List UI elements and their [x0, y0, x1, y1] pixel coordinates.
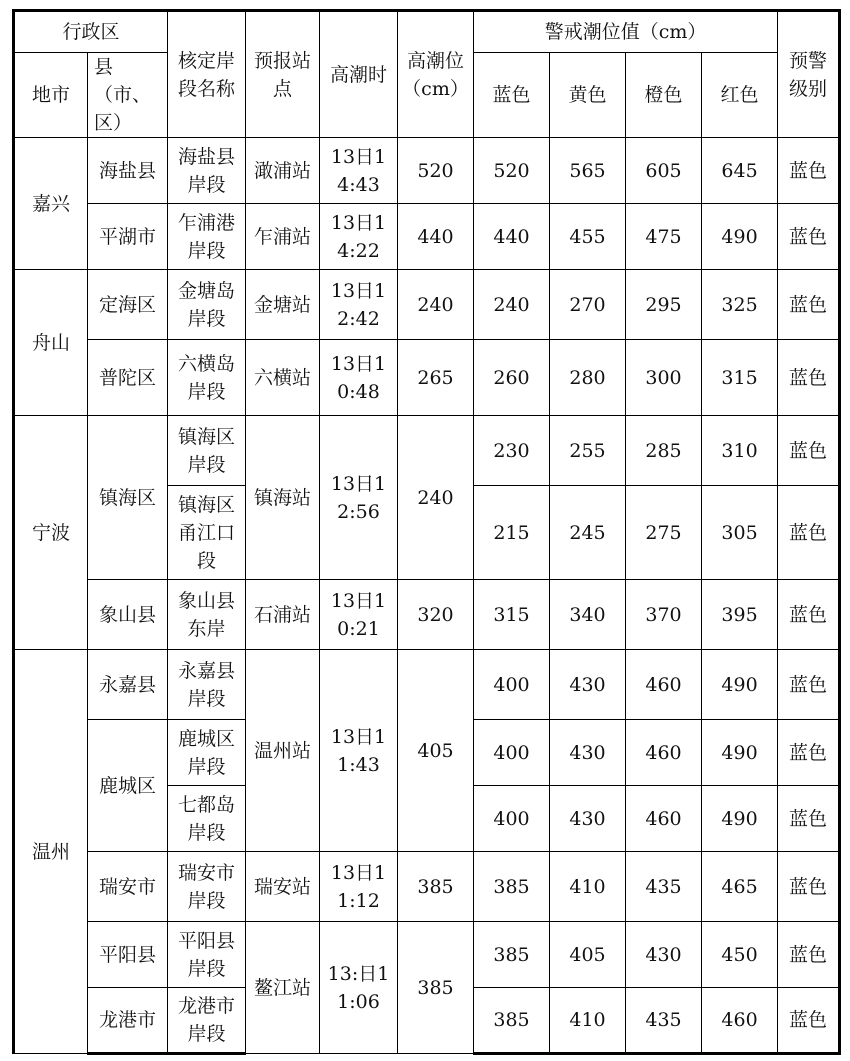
level-cell: 320	[398, 580, 474, 650]
grade-cell: 蓝色	[778, 204, 840, 270]
city-cell: 舟山	[14, 270, 88, 416]
time-cell: 13日14:22	[320, 204, 398, 270]
county-cell: 平阳县	[88, 922, 168, 988]
grade-cell: 蓝色	[778, 650, 840, 720]
segment-cell: 瑞安市岸段	[168, 852, 246, 922]
blue-cell: 385	[474, 852, 550, 922]
table-row	[14, 340, 840, 416]
grade-cell: 蓝色	[778, 786, 840, 852]
county-cell: 定海区	[88, 270, 168, 340]
segment-cell: 平阳县岸段	[168, 922, 246, 988]
red-cell: 490	[702, 650, 778, 720]
orange-cell: 460	[626, 786, 702, 852]
level-cell: 520	[398, 138, 474, 204]
station-cell: 鳌江站	[246, 922, 320, 1054]
segment-cell: 象山县东岸	[168, 580, 246, 650]
city-cell: 宁波	[14, 416, 88, 650]
high-tide-time-header: 高潮时	[320, 11, 398, 138]
orange-header: 橙色	[626, 53, 702, 138]
yellow-cell: 430	[550, 720, 626, 786]
level-cell: 405	[398, 650, 474, 852]
table-row	[14, 852, 840, 922]
red-cell: 645	[702, 138, 778, 204]
time-cell: 13日12:56	[320, 416, 398, 580]
red-cell: 450	[702, 922, 778, 988]
grade-cell: 蓝色	[778, 416, 840, 486]
county-cell: 象山县	[88, 580, 168, 650]
time-cell: 13日10:48	[320, 340, 398, 416]
orange-cell: 435	[626, 988, 702, 1054]
county-cell: 平湖市	[88, 204, 168, 270]
segment-cell: 七都岛岸段	[168, 786, 246, 852]
county-cell: 鹿城区	[88, 720, 168, 852]
grade-cell: 蓝色	[778, 580, 840, 650]
table-row	[14, 922, 840, 988]
yellow-cell: 430	[550, 786, 626, 852]
blue-cell: 400	[474, 650, 550, 720]
blue-cell: 440	[474, 204, 550, 270]
time-cell: 13日11:43	[320, 650, 398, 852]
station-cell: 温州站	[246, 650, 320, 852]
yellow-cell: 340	[550, 580, 626, 650]
station-cell: 石浦站	[246, 580, 320, 650]
table-row	[14, 580, 840, 650]
blue-cell: 400	[474, 786, 550, 852]
grade-cell: 蓝色	[778, 486, 840, 580]
segment-cell: 六横岛岸段	[168, 340, 246, 416]
blue-header: 蓝色	[474, 53, 550, 138]
level-cell: 440	[398, 204, 474, 270]
level-cell: 265	[398, 340, 474, 416]
segment-cell: 镇海区甬江口段	[168, 486, 246, 580]
county-cell: 镇海区	[88, 416, 168, 580]
orange-cell: 435	[626, 852, 702, 922]
orange-cell: 475	[626, 204, 702, 270]
county-header: 县（市、区）	[88, 53, 168, 138]
segment-cell: 镇海区岸段	[168, 416, 246, 486]
grade-cell: 蓝色	[778, 720, 840, 786]
time-cell: 13日11:12	[320, 852, 398, 922]
yellow-cell: 430	[550, 650, 626, 720]
level-cell: 240	[398, 270, 474, 340]
yellow-cell: 410	[550, 988, 626, 1054]
segment-cell: 永嘉县岸段	[168, 650, 246, 720]
blue-cell: 240	[474, 270, 550, 340]
time-cell: 13:日11:06	[320, 922, 398, 1054]
segment-cell: 乍浦港岸段	[168, 204, 246, 270]
level-cell: 240	[398, 416, 474, 580]
yellow-cell: 410	[550, 852, 626, 922]
orange-cell: 370	[626, 580, 702, 650]
yellow-cell: 405	[550, 922, 626, 988]
yellow-cell: 255	[550, 416, 626, 486]
grade-cell: 蓝色	[778, 922, 840, 988]
station-cell: 乍浦站	[246, 204, 320, 270]
city-cell: 温州	[14, 650, 88, 1054]
station-cell: 澉浦站	[246, 138, 320, 204]
red-cell: 325	[702, 270, 778, 340]
yellow-cell: 565	[550, 138, 626, 204]
orange-cell: 460	[626, 650, 702, 720]
table-row	[14, 204, 840, 270]
grade-cell: 蓝色	[778, 270, 840, 340]
red-cell: 490	[702, 204, 778, 270]
county-cell: 海盐县	[88, 138, 168, 204]
station-cell: 镇海站	[246, 416, 320, 580]
red-cell: 465	[702, 852, 778, 922]
orange-cell: 605	[626, 138, 702, 204]
level-cell: 385	[398, 922, 474, 1054]
city-cell: 嘉兴	[14, 138, 88, 270]
county-cell: 普陀区	[88, 340, 168, 416]
blue-cell: 230	[474, 416, 550, 486]
segment-header: 核定岸段名称	[168, 11, 246, 138]
table-row	[14, 650, 840, 720]
time-cell: 13日14:43	[320, 138, 398, 204]
tide-warning-table	[12, 9, 841, 1055]
segment-cell: 海盐县岸段	[168, 138, 246, 204]
county-cell: 瑞安市	[88, 852, 168, 922]
admin-region-header: 行政区	[14, 11, 168, 53]
yellow-cell: 455	[550, 204, 626, 270]
yellow-cell: 280	[550, 340, 626, 416]
red-cell: 490	[702, 720, 778, 786]
blue-cell: 385	[474, 988, 550, 1054]
orange-cell: 300	[626, 340, 702, 416]
table-row	[14, 416, 840, 486]
orange-cell: 430	[626, 922, 702, 988]
red-cell: 310	[702, 416, 778, 486]
blue-cell: 520	[474, 138, 550, 204]
warning-levels-header: 警戒潮位值（cm）	[474, 11, 778, 53]
yellow-cell: 245	[550, 486, 626, 580]
station-cell: 金塘站	[246, 270, 320, 340]
blue-cell: 215	[474, 486, 550, 580]
city-header: 地市	[14, 53, 88, 138]
warning-grade-header: 预警级别	[778, 11, 840, 138]
orange-cell: 275	[626, 486, 702, 580]
table-row	[14, 138, 840, 204]
station-cell: 瑞安站	[246, 852, 320, 922]
red-header: 红色	[702, 53, 778, 138]
yellow-cell: 270	[550, 270, 626, 340]
header-row-top	[14, 11, 840, 53]
yellow-header: 黄色	[550, 53, 626, 138]
blue-cell: 400	[474, 720, 550, 786]
red-cell: 315	[702, 340, 778, 416]
grade-cell: 蓝色	[778, 852, 840, 922]
grade-cell: 蓝色	[778, 340, 840, 416]
high-tide-level-header: 高潮位（cm）	[398, 11, 474, 138]
county-cell: 龙港市	[88, 988, 168, 1054]
blue-cell: 385	[474, 922, 550, 988]
blue-cell: 260	[474, 340, 550, 416]
station-header: 预报站点	[246, 11, 320, 138]
orange-cell: 285	[626, 416, 702, 486]
red-cell: 460	[702, 988, 778, 1054]
level-cell: 385	[398, 852, 474, 922]
county-cell: 永嘉县	[88, 650, 168, 720]
time-cell: 13日10:21	[320, 580, 398, 650]
grade-cell: 蓝色	[778, 988, 840, 1054]
table-row	[14, 270, 840, 340]
segment-cell: 金塘岛岸段	[168, 270, 246, 340]
station-cell: 六横站	[246, 340, 320, 416]
blue-cell: 315	[474, 580, 550, 650]
segment-cell: 鹿城区岸段	[168, 720, 246, 786]
orange-cell: 295	[626, 270, 702, 340]
segment-cell: 龙港市岸段	[168, 988, 246, 1054]
orange-cell: 460	[626, 720, 702, 786]
red-cell: 305	[702, 486, 778, 580]
time-cell: 13日12:42	[320, 270, 398, 340]
grade-cell: 蓝色	[778, 138, 840, 204]
red-cell: 395	[702, 580, 778, 650]
red-cell: 490	[702, 786, 778, 852]
